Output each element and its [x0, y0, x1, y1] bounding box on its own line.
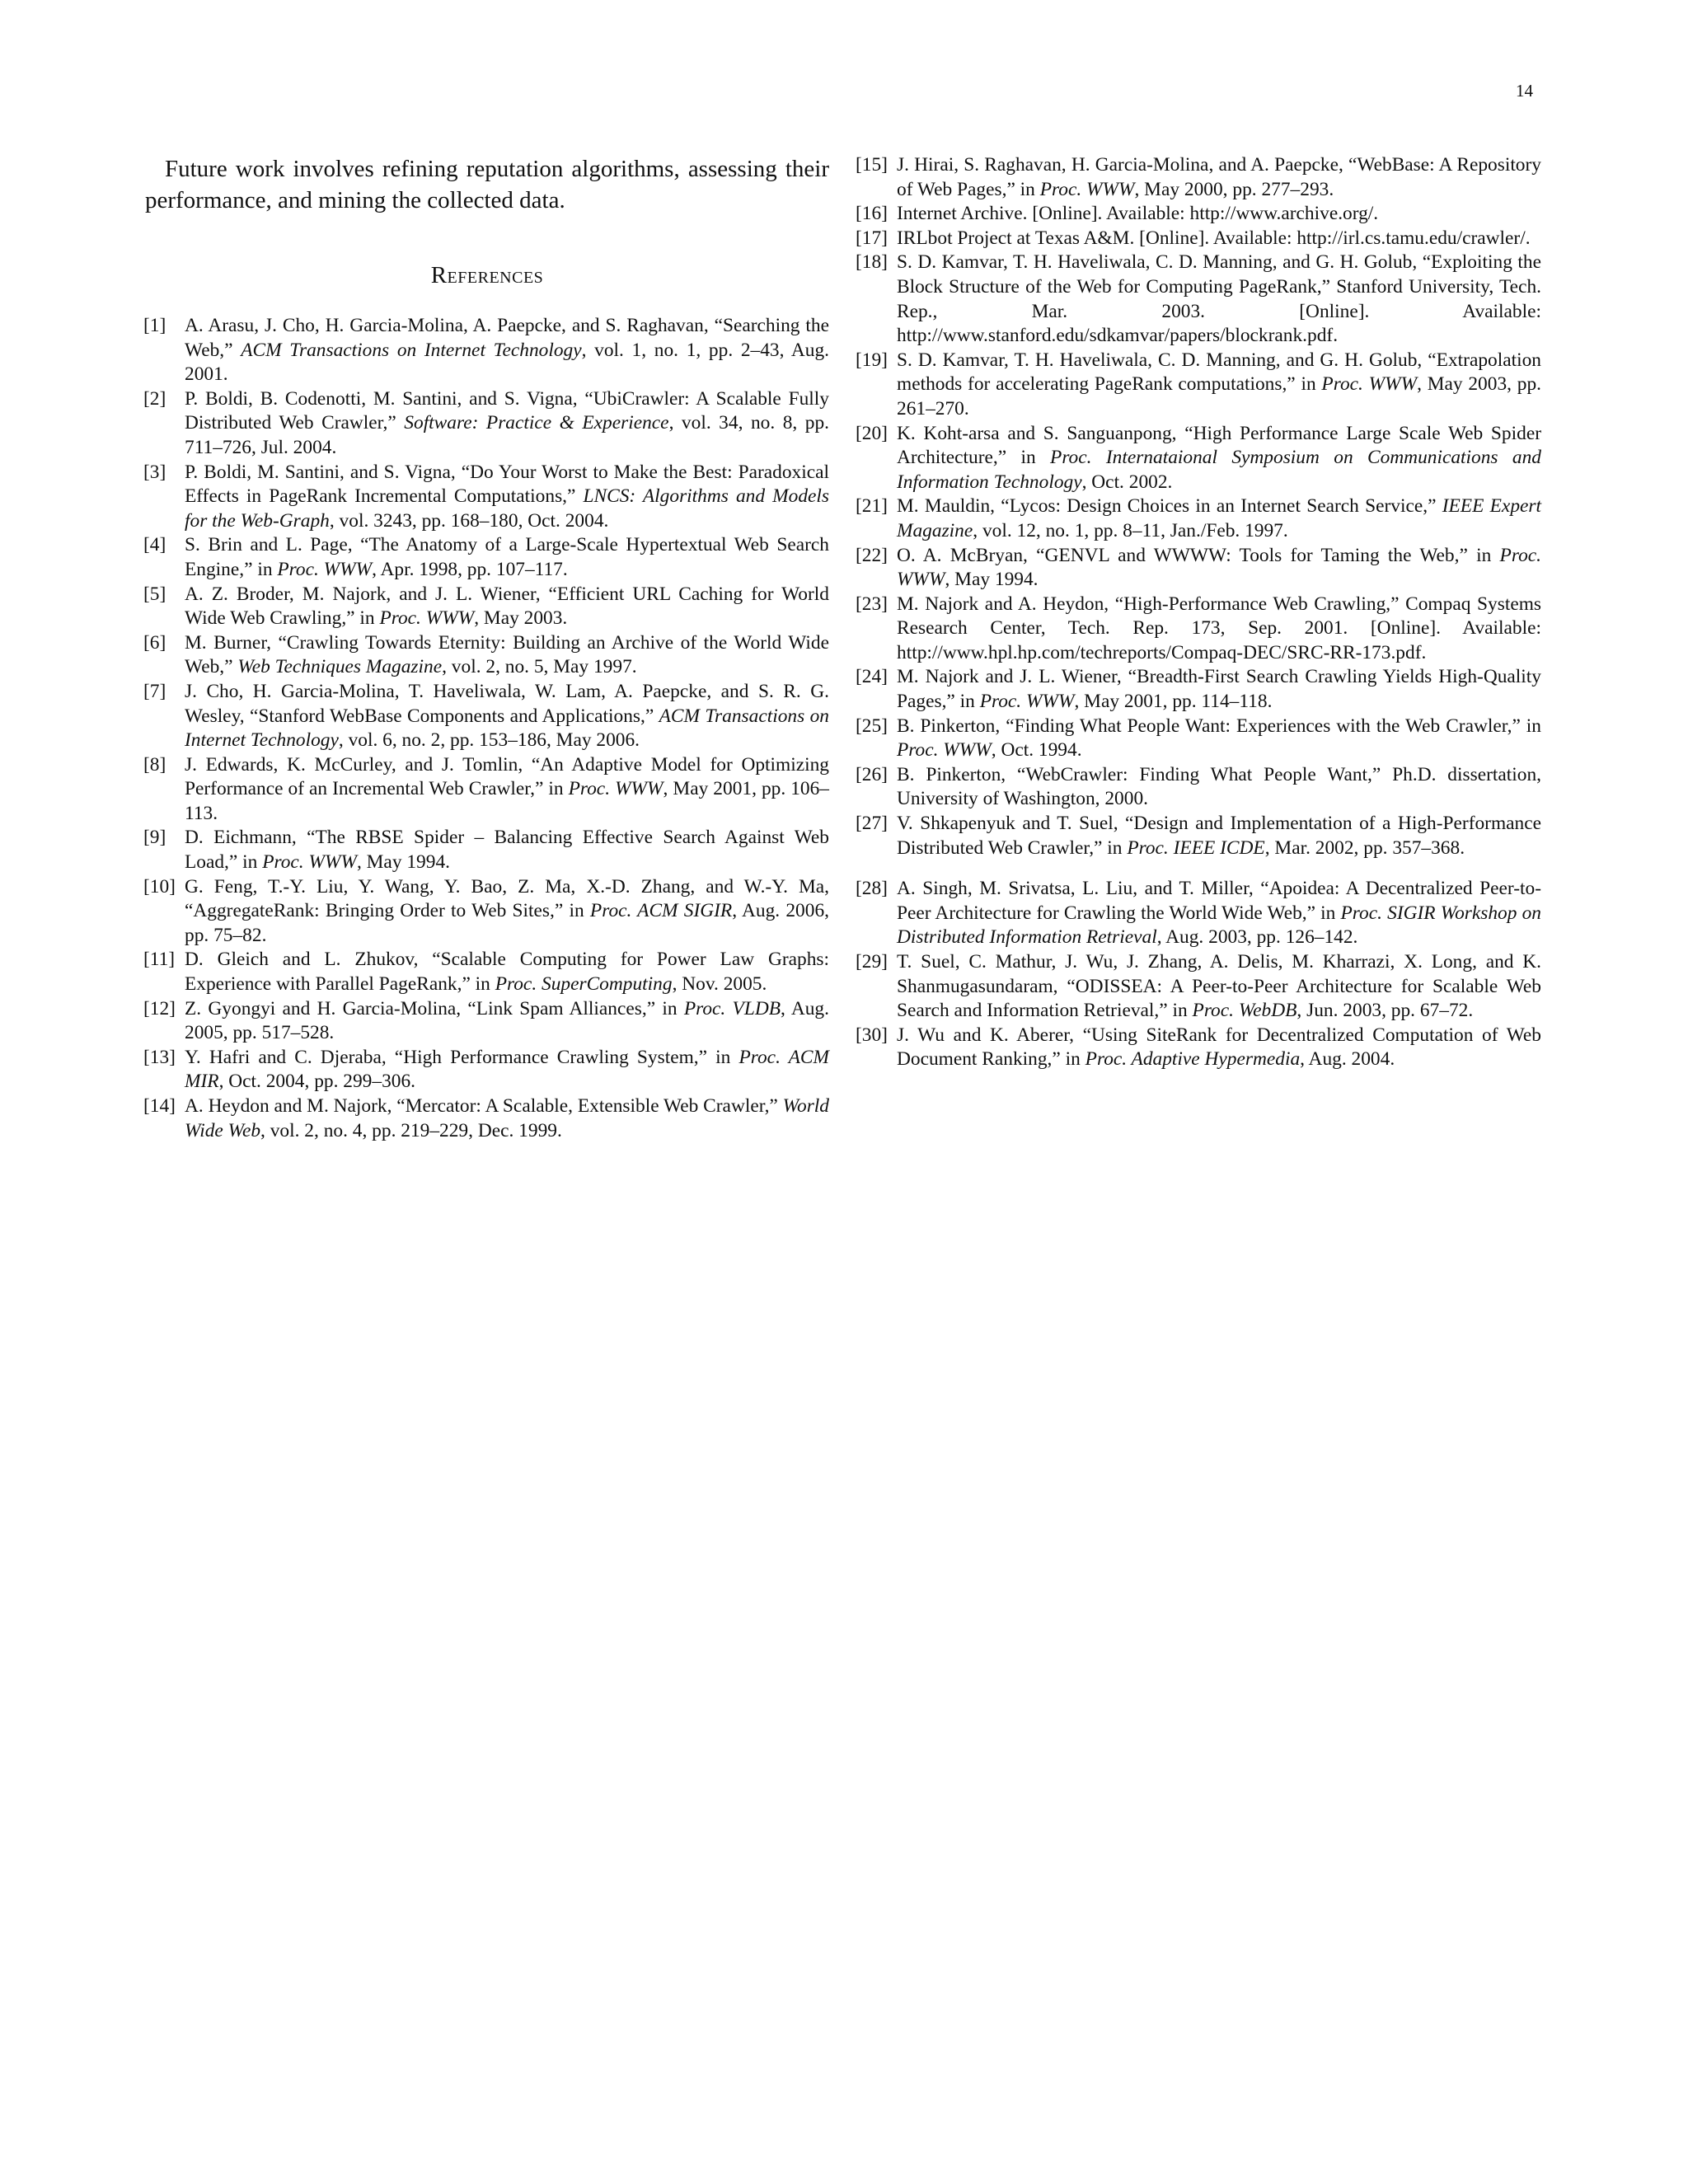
- reference-text: , May 2000, pp. 277–293.: [1134, 178, 1334, 200]
- reference-text: D. Eichmann, “The RBSE Spider – Balancing Effective Search Against Web Load,” in: [185, 827, 829, 874]
- reference-number: [4]: [143, 534, 166, 556]
- reference-item: [857, 494, 1541, 543]
- reference-item: [145, 997, 829, 1046]
- reference-text: O. A. McBryan, “GENVL and WWWW: Tools for Taming the Web,” in: [897, 544, 1500, 566]
- reference-text: , vol. 2, no. 5, May 1997.: [442, 656, 637, 678]
- reference-venue: Proc. IEEE ICDE: [1127, 837, 1265, 859]
- reference-number: [21]: [856, 495, 888, 518]
- reference-venue: Proc. VLDB: [683, 997, 781, 1019]
- reference-number: [7]: [143, 680, 166, 702]
- reference-text: , Oct. 1994.: [991, 739, 1082, 762]
- reference-number: [10]: [143, 875, 176, 898]
- reference-text: , Apr. 1998, pp. 107–117.: [372, 558, 568, 580]
- reference-text: K. Koht-arsa and S. Sanguanpong, “High Performance Large Scale Web Spider Architecture,” in: [897, 422, 1541, 469]
- reference-item: [857, 227, 1541, 251]
- reference-venue: Proc. WWW: [1321, 373, 1418, 396]
- reference-item: [857, 877, 1541, 950]
- reference-text: S. Brin and L. Page, “The Anatomy of a Large-Scale Hypertextual Web Search Engine,” in: [185, 534, 829, 580]
- page-number: 14: [1516, 81, 1533, 101]
- reference-text: J. Edwards, K. McCurley, and J. Tomlin, “An Adaptive Model for Optimizing Performance of an Incremental Web Crawler,” in: [185, 753, 829, 800]
- reference-text: IRLbot Project at Texas A&M. [Online]. Available: http://irl.cs.tamu.edu/crawler/.: [897, 227, 1531, 249]
- reference-text: , May 2003.: [474, 607, 568, 630]
- reference-venue: Proc. WWW: [897, 544, 1541, 591]
- right-column: [857, 153, 1541, 1072]
- reference-number: [1]: [143, 315, 166, 336]
- reference-item: [857, 1024, 1541, 1072]
- reference-number: [20]: [856, 422, 888, 444]
- reference-venue: ACM Transactions on Internet Technology: [185, 705, 829, 752]
- reference-item: [857, 251, 1541, 348]
- reference-venue: Proc. WWW: [262, 851, 357, 874]
- reference-text: A. Heydon and M. Najork, “Mercator: A Scalable, Extensible Web Crawler,”: [185, 1095, 783, 1117]
- reference-text: G. Feng, T.-Y. Liu, Y. Wang, Y. Bao, Z. Ma, X.-D. Zhang, and W.-Y. Ma, “AggregateRank: Bringing Order to Web Sites,” in: [185, 875, 829, 922]
- reference-item: [857, 715, 1541, 763]
- reference-number: [13]: [143, 1046, 176, 1068]
- reference-text: , vol. 2, no. 4, pp. 219–229, Dec. 1999.: [260, 1119, 562, 1141]
- reference-venue: LNCS: Algorithms and Models for the Web-Graph: [185, 485, 829, 532]
- reference-venue: Proc. WWW: [979, 691, 1075, 713]
- reference-text: , vol. 34, no. 8, pp. 711–726, Jul. 2004.: [185, 412, 829, 458]
- reference-venue: Proc. ACM SIGIR: [589, 900, 733, 922]
- reference-number: [5]: [143, 583, 166, 605]
- reference-text: S. D. Kamvar, T. H. Haveliwala, C. D. Manning, and G. H. Golub, “Extrapolation methods for accelerating PageRank computations,” in: [897, 349, 1541, 396]
- reference-item: [857, 202, 1541, 227]
- reference-text: , Aug. 2003, pp. 126–142.: [1156, 926, 1358, 949]
- reference-item: [145, 948, 829, 996]
- reference-text: , May 2001, pp. 114–118.: [1074, 691, 1273, 713]
- reference-venue: ACM Transactions on Internet Technology: [241, 339, 582, 361]
- reference-venue: Proc. WWW: [1039, 178, 1135, 200]
- reference-number: [28]: [856, 878, 888, 900]
- reference-item: [857, 665, 1541, 714]
- reference-text: M. Burner, “Crawling Towards Eternity: Building an Archive of the World Wide Web,”: [185, 631, 829, 678]
- reference-text: P. Boldi, B. Codenotti, M. Santini, and S. Vigna, “UbiCrawler: A Scalable Fully Distributed Web Crawler,”: [185, 387, 829, 434]
- reference-number: [17]: [856, 227, 888, 249]
- reference-venue: Proc. SuperComputing: [495, 973, 673, 996]
- reference-number: [16]: [856, 203, 888, 225]
- reference-item: [145, 680, 829, 753]
- reference-number: [25]: [856, 715, 888, 737]
- reference-number: [26]: [856, 763, 888, 785]
- reference-text: , Aug. 2006, pp. 75–82.: [185, 900, 829, 946]
- reference-venue: Software: Practice & Experience: [404, 412, 669, 434]
- reference-number: [6]: [143, 631, 166, 654]
- reference-text: M. Mauldin, “Lycos: Design Choices in an Internet Search Service,”: [897, 495, 1442, 518]
- reference-text: , vol. 12, no. 1, pp. 8–11, Jan./Feb. 1997.: [973, 519, 1288, 541]
- reference-item: [857, 950, 1541, 1024]
- reference-item: [145, 753, 829, 827]
- reference-text: , vol. 6, no. 2, pp. 153–186, May 2006.: [338, 729, 640, 752]
- reference-number: [19]: [856, 349, 888, 371]
- reference-number: [15]: [856, 154, 888, 176]
- reference-text: M. Najork and J. L. Wiener, “Breadth-First Search Crawling Yields High-Quality Pages,” in: [897, 666, 1541, 713]
- reference-item: [145, 1094, 829, 1143]
- left-column: [145, 153, 829, 1143]
- reference-text: , Aug. 2004.: [1300, 1048, 1395, 1071]
- reference-text: , Mar. 2002, pp. 357–368.: [1264, 837, 1465, 859]
- reference-number: [23]: [856, 593, 888, 615]
- reference-text: , Jun. 2003, pp. 67–72.: [1296, 1000, 1474, 1022]
- reference-item: [857, 422, 1541, 495]
- reference-venue: Proc. Internataional Symposium on Communications and Information Technology: [897, 447, 1541, 493]
- reference-text: J. Hirai, S. Raghavan, H. Garcia-Molina, and A. Paepcke, “WebBase: A Repository of Web Pages,” in: [897, 154, 1541, 200]
- reference-number: [9]: [143, 827, 166, 849]
- reference-number: [3]: [143, 461, 166, 483]
- reference-venue: World Wide Web: [185, 1095, 829, 1141]
- reference-number: [8]: [143, 753, 166, 776]
- reference-text: , Nov. 2005.: [672, 973, 767, 996]
- reference-item: [145, 387, 829, 461]
- reference-text: , May 2001, pp. 106–113.: [185, 778, 830, 824]
- reference-text: A. Singh, M. Srivatsa, L. Liu, and T. Miller, “Apoidea: A Decentralized Peer-to-Peer Architecture for Crawling the World Wide Web,” in: [897, 878, 1541, 924]
- references-heading: References: [430, 262, 544, 288]
- reference-venue: Proc. WebDB: [1192, 1000, 1297, 1022]
- reference-number: [11]: [143, 949, 176, 971]
- reference-venue: IEEE Expert Magazine: [897, 495, 1541, 541]
- reference-text: P. Boldi, M. Santini, and S. Vigna, “Do Your Worst to Make the Best: Paradoxical Effects in PageRank Incremental Computations,”: [185, 461, 829, 508]
- reference-number: [29]: [856, 951, 888, 972]
- reference-number: [12]: [143, 997, 176, 1019]
- reference-text: , Aug. 2005, pp. 517–528.: [185, 997, 829, 1044]
- reference-text: , vol. 3243, pp. 168–180, Oct. 2004.: [329, 509, 609, 532]
- reference-item: [857, 349, 1541, 422]
- reference-list-right: [857, 153, 1541, 1072]
- reference-item: [857, 153, 1541, 202]
- reference-text: , Oct. 2002.: [1081, 471, 1173, 493]
- reference-item: [145, 583, 829, 631]
- reference-number: [24]: [856, 666, 888, 688]
- reference-venue: Proc. Adaptive Hypermedia: [1085, 1048, 1301, 1071]
- reference-number: [18]: [856, 251, 888, 274]
- reference-text: , May 1994.: [356, 851, 450, 874]
- future-work-paragraph: Future work involves refining reputation algorithms, assessing their performance, and mining the collected data.: [145, 156, 829, 213]
- reference-text: S. D. Kamvar, T. H. Haveliwala, C. D. Manning, and G. H. Golub, “Exploiting the Block Structure of the Web for Computing PageRank,” Stanford University, Tech. Rep., Mar. 2003. [Online]. Available: http://www.stanford.edu/sdkamvar/papers/blockrank.pdf.: [897, 251, 1541, 347]
- reference-venue: Web Techniques Magazine: [237, 656, 443, 678]
- reference-text: Internet Archive. [Online]. Available: http://www.archive.org/.: [897, 203, 1379, 225]
- reference-venue: Proc. WWW: [568, 778, 663, 800]
- reference-number: [30]: [856, 1024, 888, 1046]
- reference-number: [14]: [143, 1095, 176, 1117]
- reference-text: J. Wu and K. Aberer, “Using SiteRank for Decentralized Computation of Web Document Ranking,” in: [897, 1024, 1541, 1071]
- reference-item: [857, 544, 1541, 593]
- reference-item: [857, 812, 1541, 860]
- reference-number: [27]: [856, 813, 888, 835]
- reference-item: [145, 826, 829, 874]
- reference-text: T. Suel, C. Mathur, J. Wu, J. Zhang, A. Delis, M. Kharrazi, X. Long, and K. Shanmugasundaram, “ODISSEA: A Peer-to-Peer Architecture for Scalable Web Search and Information Retrieval,” in: [897, 951, 1541, 1022]
- reference-venue: Proc. ACM MIR: [185, 1046, 829, 1093]
- reference-text: A. Z. Broder, M. Najork, and J. L. Wiener, “Efficient URL Caching for World Wide Web Crawling,” in: [185, 583, 829, 630]
- reference-text: B. Pinkerton, “Finding What People Want: Experiences with the Web Crawler,” in: [897, 715, 1541, 737]
- reference-text: M. Najork and A. Heydon, “High-Performance Web Crawling,” Compaq Systems Research Center, Tech. Rep. 173, Sep. 2001. [Online]. Available: http://www.hpl.hp.com/techreports/Compaq-DEC/SRC-RR-173.pdf.: [897, 593, 1541, 663]
- reference-number: [2]: [143, 387, 166, 410]
- reference-text: Y. Hafri and C. Djeraba, “High Performance Crawling System,” in: [185, 1046, 739, 1068]
- reference-number: [22]: [856, 544, 888, 566]
- reference-text: Z. Gyongyi and H. Garcia-Molina, “Link Spam Alliances,” in: [185, 997, 684, 1019]
- reference-text: B. Pinkerton, “WebCrawler: Finding What People Want,” Ph.D. dissertation, University of Washington, 2000.: [897, 763, 1541, 810]
- reference-text: A. Arasu, J. Cho, H. Garcia-Molina, A. Paepcke, and S. Raghavan, “Searching the Web,”: [185, 315, 829, 361]
- reference-text: , May 2003, pp. 261–270.: [897, 373, 1541, 419]
- reference-text: , vol. 1, no. 1, pp. 2–43, Aug. 2001.: [185, 339, 830, 386]
- reference-item: [857, 593, 1541, 666]
- reference-text: D. Gleich and L. Zhukov, “Scalable Computing for Power Law Graphs: Experience with Parallel PageRank,” in: [185, 949, 829, 996]
- reference-item: [857, 763, 1541, 812]
- reference-venue: Proc. SIGIR Workshop on Distributed Information Retrieval: [897, 902, 1541, 949]
- reference-venue: Proc. WWW: [277, 558, 373, 580]
- reference-item: [145, 1046, 829, 1094]
- reference-item: [145, 631, 829, 680]
- reference-item: [145, 875, 829, 949]
- reference-text: , Oct. 2004, pp. 299–306.: [218, 1071, 416, 1093]
- reference-list-left: [145, 314, 829, 1143]
- reference-venue: Proc. WWW: [897, 739, 992, 762]
- reference-item: [145, 461, 829, 534]
- reference-text: , May 1994.: [945, 569, 1039, 591]
- reference-text: V. Shkapenyuk and T. Suel, “Design and Implementation of a High-Performance Distributed Web Crawler,” in: [897, 813, 1541, 859]
- reference-text: J. Cho, H. Garcia-Molina, T. Haveliwala, W. Lam, A. Paepcke, and S. R. G. Wesley, “Stanford WebBase Components and Applications,”: [185, 680, 829, 727]
- reference-item: [145, 533, 829, 582]
- reference-item: [145, 314, 829, 387]
- reference-venue: Proc. WWW: [379, 607, 475, 630]
